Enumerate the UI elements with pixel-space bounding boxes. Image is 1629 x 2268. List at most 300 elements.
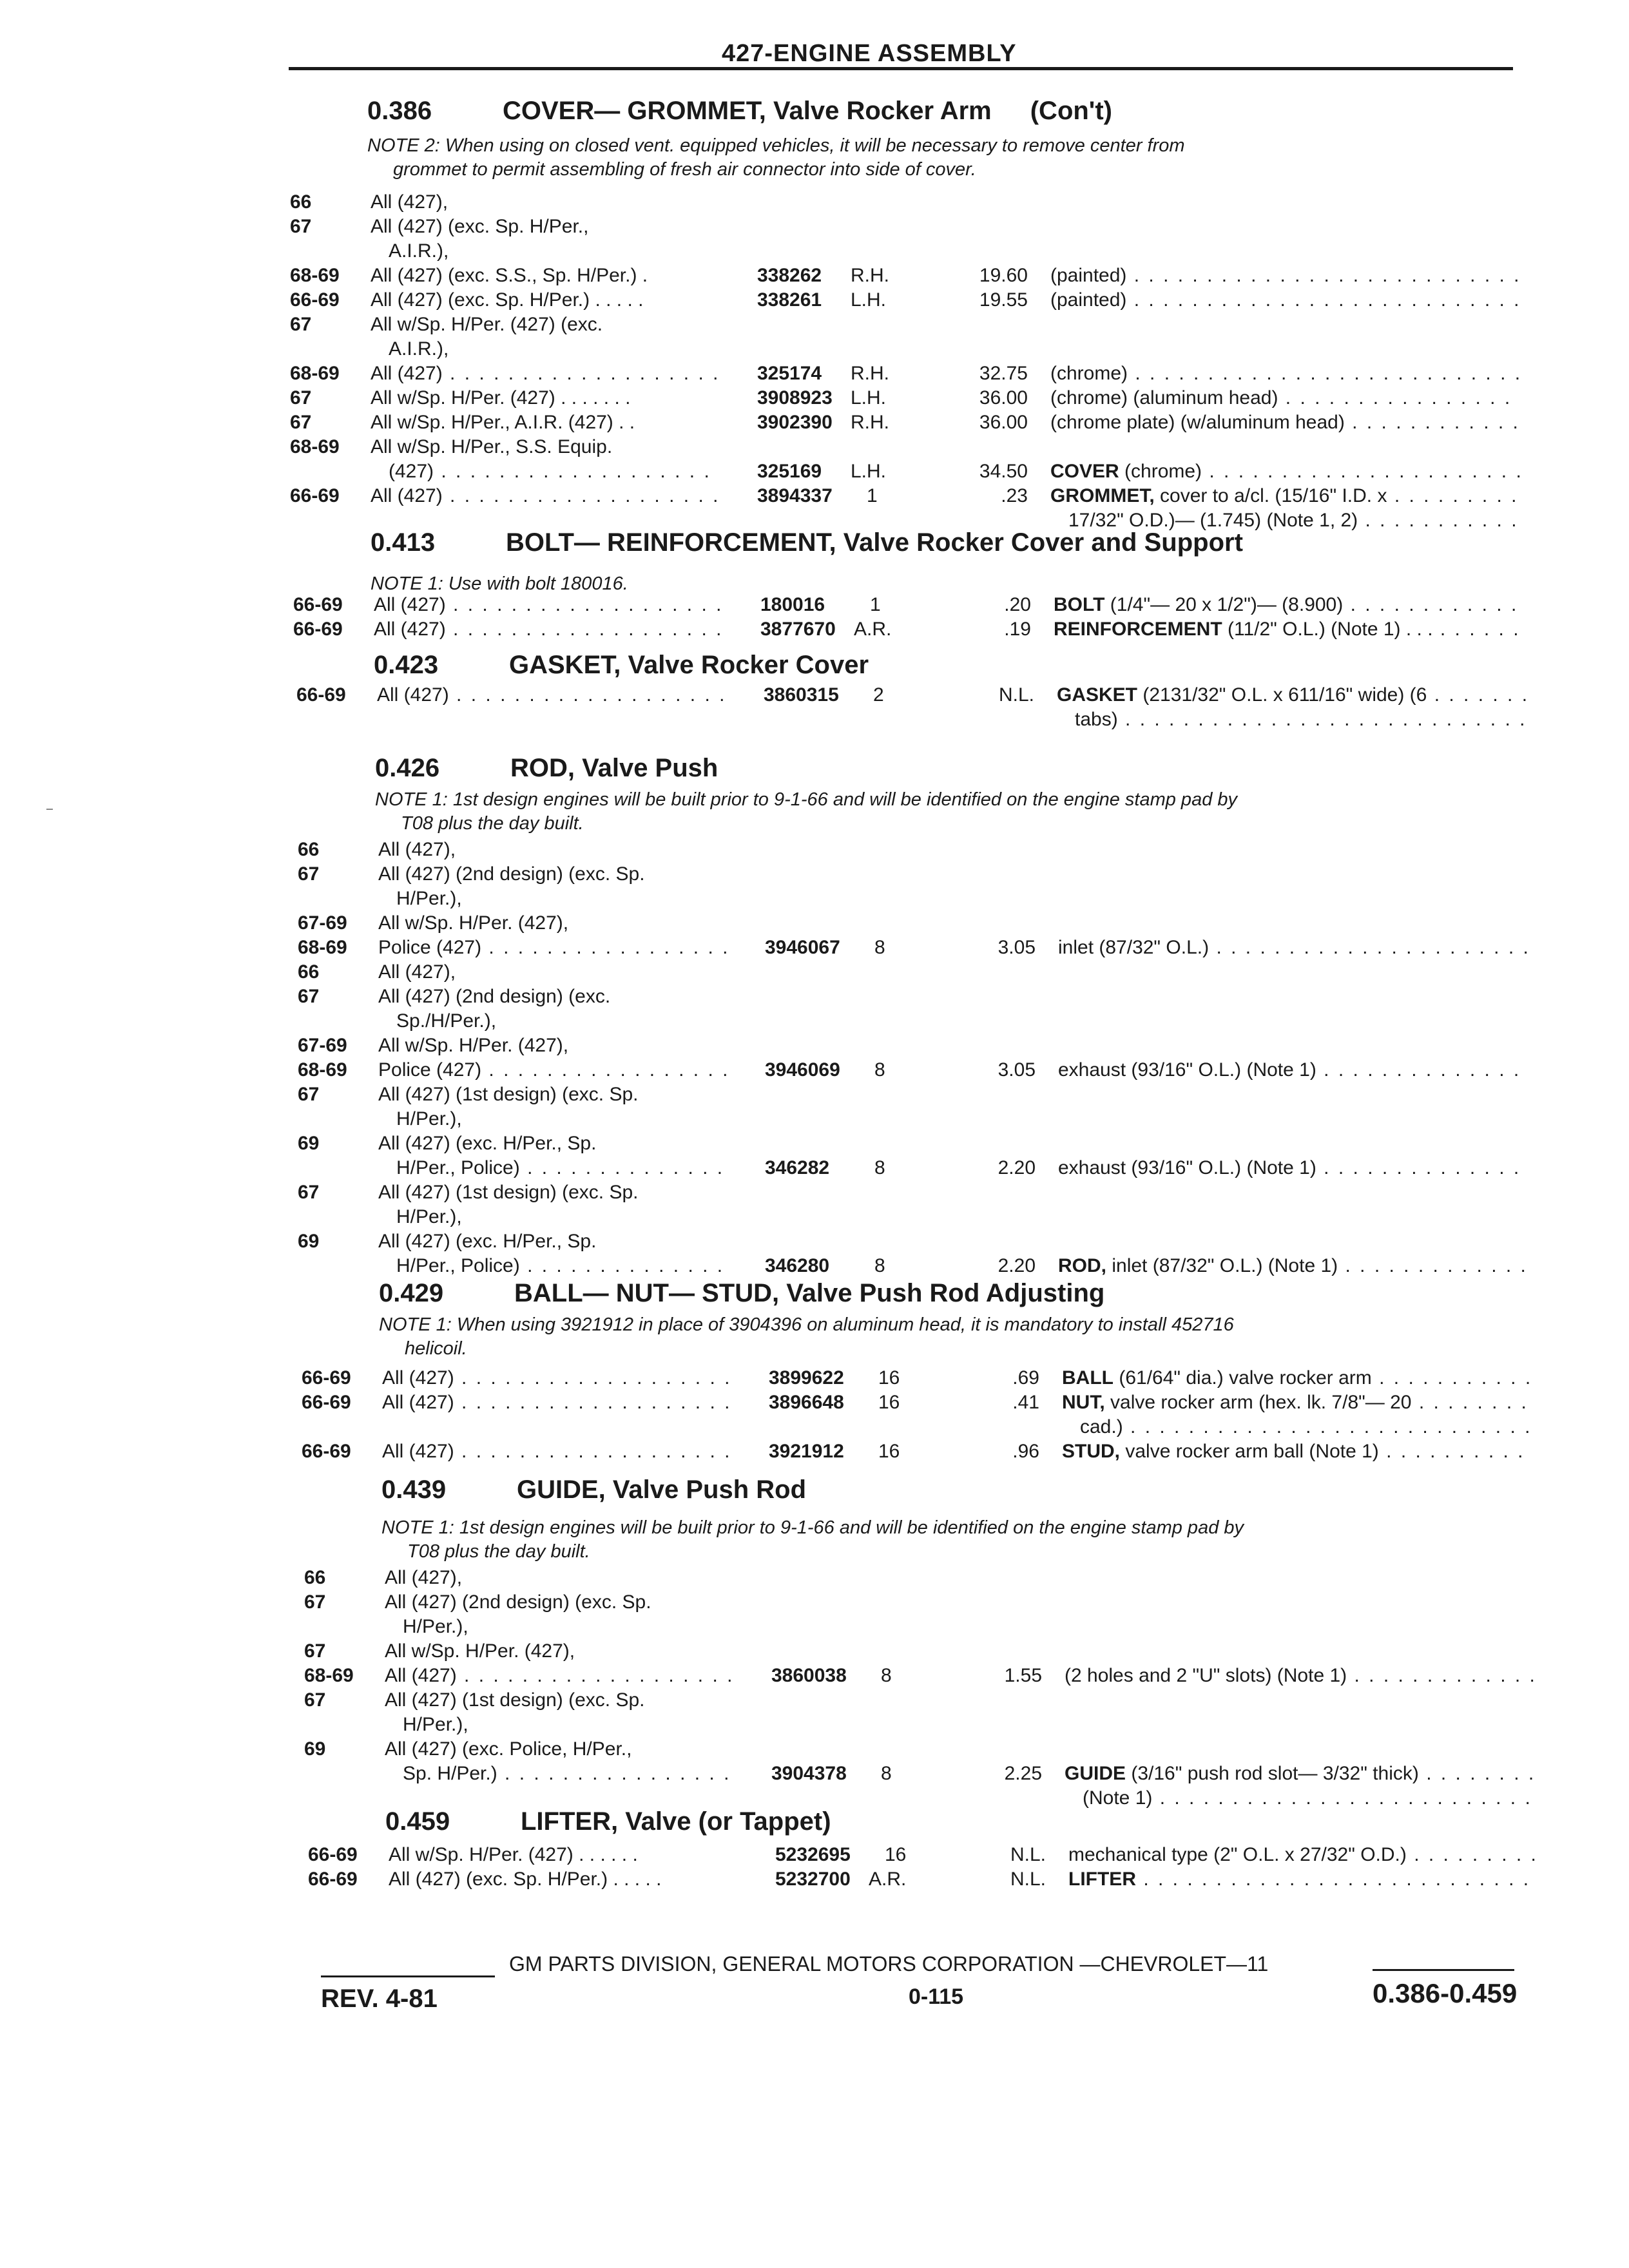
footer-publisher: GM PARTS DIVISION, GENERAL MOTORS CORPORATION —CHEVROLET—11 <box>509 1952 1269 1975</box>
part-number: 346282 <box>765 1157 830 1178</box>
part-row <box>304 1762 1561 1786</box>
quantity: 8 <box>881 1763 892 1784</box>
footer-rule-right <box>1373 1969 1514 1971</box>
model-year: 67 <box>298 1182 320 1203</box>
part-row <box>290 361 1547 386</box>
model-year: 66-69 <box>302 1392 351 1413</box>
description-text: (1/4"— 20 x 1/2")— (8.900) <box>1110 594 1344 615</box>
part-description <box>1057 683 1527 707</box>
part-name: GROMMET, <box>1050 485 1155 506</box>
part-name: GASKET <box>1057 684 1138 706</box>
application-text: All w/Sp. H/Per. (427) . . . . . . . <box>371 387 631 408</box>
section-heading <box>381 1475 806 1504</box>
part-row <box>290 459 1547 484</box>
description-text: (61/64" dia.) valve rocker arm <box>1119 1367 1372 1389</box>
application-text: A.I.R.), <box>389 240 449 262</box>
part-description <box>1058 1156 1528 1180</box>
part-name: NUT, <box>1062 1392 1105 1413</box>
part-row <box>298 887 1554 911</box>
application-text: Police (427) . . . <box>378 936 726 960</box>
section-heading <box>379 1279 1104 1308</box>
part-description <box>1058 936 1528 960</box>
application-text: A.I.R.), <box>389 338 449 360</box>
side-code: L.H. <box>851 461 887 482</box>
part-row <box>298 1229 1554 1254</box>
section-number: 0.426 <box>375 754 440 782</box>
application-text: All (427) . . . <box>374 593 722 617</box>
application-text: All (427) . . . <box>382 1439 730 1464</box>
price: 2.25 <box>1004 1763 1042 1784</box>
part-description <box>1050 410 1521 435</box>
quantity: 16 <box>878 1392 900 1413</box>
part-row <box>290 312 1547 337</box>
part-row <box>304 1737 1561 1762</box>
price: 2.20 <box>998 1255 1036 1276</box>
model-year: 67-69 <box>298 1035 347 1056</box>
part-row <box>304 1615 1561 1639</box>
section-note <box>379 1314 1234 1360</box>
price: 36.00 <box>979 412 1028 433</box>
quantity: 2 <box>873 684 884 706</box>
application-text: All (427) . . . <box>382 1390 730 1415</box>
side-code: R.H. <box>851 265 889 286</box>
quantity: 16 <box>885 1844 907 1865</box>
part-description <box>1050 459 1521 484</box>
price: 32.75 <box>979 363 1028 384</box>
part-row <box>298 911 1554 936</box>
application-text: All w/Sp. H/Per., S.S. Equip. <box>371 436 613 457</box>
model-year: 69 <box>298 1231 320 1252</box>
description-text: cad.) <box>1080 1416 1123 1437</box>
price: .19 <box>1004 619 1031 640</box>
application-text: H/Per.), <box>403 1714 468 1735</box>
part-row <box>298 1082 1554 1107</box>
application-text: All w/Sp. H/Per. (427) (exc. <box>371 314 603 335</box>
application-text: All w/Sp. H/Per. (427), <box>378 1035 569 1056</box>
application-text: All (427) (exc. Sp. H/Per., <box>371 216 589 237</box>
application-text: All (427) . . . <box>374 617 722 642</box>
model-year: 67 <box>290 216 312 237</box>
price: 3.05 <box>998 937 1036 958</box>
application-text: All (427) (1st design) (exc. Sp. <box>378 1084 639 1105</box>
application-text: All (427) . . . <box>385 1664 733 1688</box>
part-row <box>293 617 1550 642</box>
part-number: 5232695 <box>775 1844 851 1865</box>
model-year: 67 <box>290 412 312 433</box>
price: N.L. <box>1010 1869 1046 1890</box>
part-description <box>1050 264 1521 288</box>
part-number: 346280 <box>765 1255 830 1276</box>
price: .69 <box>1012 1367 1039 1389</box>
note-text-continued: T08 plus the day built. <box>407 1541 590 1562</box>
footer-rule-left <box>321 1975 495 1977</box>
model-year: 69 <box>298 1133 320 1154</box>
section-heading <box>375 754 718 783</box>
part-number: 3877670 <box>760 619 836 640</box>
section-heading <box>371 528 1243 557</box>
application-text: All (427) (1st design) (exc. Sp. <box>385 1689 645 1711</box>
quantity: 8 <box>874 1255 885 1276</box>
part-row <box>304 1664 1561 1688</box>
section-title: ROD, Valve Push <box>510 754 718 782</box>
part-name: STUD, <box>1062 1441 1120 1462</box>
part-number: 3908923 <box>757 387 833 408</box>
part-description <box>1058 1254 1528 1278</box>
price: 34.50 <box>979 461 1028 482</box>
model-year: 68-69 <box>290 436 340 457</box>
application-text: All w/Sp. H/Per., A.I.R. (427) . . <box>371 412 635 433</box>
description-text: (chrome) <box>1050 363 1128 384</box>
part-row <box>298 960 1554 985</box>
application-text: Police (427) . . . <box>378 1058 726 1082</box>
part-row <box>298 936 1554 960</box>
price: .96 <box>1012 1441 1039 1462</box>
part-number: 3860038 <box>771 1665 847 1686</box>
section-title-suffix: (Con't) <box>1030 97 1112 125</box>
note-text-continued: helicoil. <box>405 1338 467 1359</box>
application-text: All (427) (exc. S.S., Sp. H/Per.) . <box>371 265 648 286</box>
quantity: 16 <box>878 1367 900 1389</box>
part-description <box>1057 707 1527 732</box>
part-description <box>1065 1786 1535 1811</box>
part-name: GUIDE <box>1065 1763 1126 1784</box>
part-row <box>290 264 1547 288</box>
part-description <box>1050 386 1521 410</box>
description-text: valve rocker arm ball (Note 1) <box>1125 1441 1379 1462</box>
model-year: 67 <box>304 1640 326 1662</box>
application-text: (427) . . . <box>371 459 718 484</box>
part-row <box>290 190 1547 215</box>
part-row <box>302 1390 1558 1415</box>
application-text: All (427) (exc. Police, H/Per., <box>385 1738 632 1760</box>
part-description <box>1058 1058 1528 1082</box>
model-year: 66-69 <box>308 1869 358 1890</box>
quantity: 8 <box>881 1665 892 1686</box>
part-row <box>290 386 1547 410</box>
side-code: L.H. <box>851 387 887 408</box>
part-name: BALL <box>1062 1367 1113 1389</box>
section-number: 0.439 <box>381 1475 447 1504</box>
section-number: 0.413 <box>371 528 436 557</box>
application-text: All (427) . . . <box>371 484 718 508</box>
part-row <box>290 484 1547 508</box>
section-title: BALL— NUT— STUD, Valve Push Rod Adjusting <box>514 1279 1105 1307</box>
part-number: 3899622 <box>769 1367 844 1389</box>
application-text: All (427), <box>378 839 456 860</box>
application-text: H/Per.), <box>396 1206 462 1227</box>
quantity: 16 <box>878 1441 900 1462</box>
description-text: valve rocker arm (hex. lk. 7/8"— 20 <box>1110 1392 1412 1413</box>
section-note <box>371 573 628 595</box>
section-title: COVER— GROMMET, Valve Rocker Arm <box>503 97 992 125</box>
part-row <box>298 1156 1554 1180</box>
part-number: 5232700 <box>775 1869 851 1890</box>
section-number: 0.386 <box>367 97 432 125</box>
description-text: inlet (87/32" O.L.) <box>1058 937 1210 958</box>
application-text: All w/Sp. H/Per. (427) . . . . . . <box>389 1844 638 1865</box>
description-text: (2131/32" O.L. x 611/16" wide) (6 <box>1142 684 1427 706</box>
part-number: 325169 <box>757 461 822 482</box>
margin-mark <box>46 809 53 810</box>
application-text: All w/Sp. H/Per. (427), <box>385 1640 575 1662</box>
part-description <box>1050 361 1521 386</box>
page-title: 427-ENGINE ASSEMBLY <box>722 40 1017 67</box>
description-text: exhaust (93/16" O.L.) (Note 1) <box>1058 1157 1316 1178</box>
model-year: 67 <box>298 986 320 1007</box>
model-year: 66-69 <box>302 1441 351 1462</box>
application-text: All (427) (1st design) (exc. Sp. <box>378 1182 639 1203</box>
part-row <box>298 862 1554 887</box>
application-text: All (427) (2nd design) (exc. <box>378 986 611 1007</box>
part-row <box>298 1205 1554 1229</box>
part-row <box>298 1033 1554 1058</box>
part-row <box>290 239 1547 264</box>
part-row <box>304 1590 1561 1615</box>
part-row <box>308 1867 1565 1892</box>
model-year: 66 <box>298 961 320 983</box>
application-text: All (427) . . . <box>371 361 718 386</box>
part-number: 3921912 <box>769 1441 844 1462</box>
model-year: 68-69 <box>290 265 340 286</box>
part-description <box>1062 1439 1532 1464</box>
section-title: BOLT— REINFORCEMENT, Valve Rocker Cover and Support <box>506 528 1243 557</box>
model-year: 66 <box>290 191 312 213</box>
part-row <box>302 1439 1558 1464</box>
application-text: All (427) . . . <box>382 1366 730 1390</box>
description-text: (3/16" push rod slot— 3/32" thick) <box>1131 1763 1419 1784</box>
model-year: 67 <box>304 1689 326 1711</box>
note-text: NOTE 1: 1st design engines will be built prior to 9-1-66 and will be identified on the engine stamp pad by <box>375 789 1238 810</box>
model-year: 67 <box>298 1084 320 1105</box>
part-row <box>298 1009 1554 1033</box>
part-name: LIFTER <box>1068 1869 1136 1890</box>
part-description <box>1050 484 1521 508</box>
part-number: 3860315 <box>764 684 839 706</box>
side-code: R.H. <box>851 412 889 433</box>
model-year: 66 <box>304 1567 326 1588</box>
price: 36.00 <box>979 387 1028 408</box>
quantity: 8 <box>874 1157 885 1178</box>
section-note <box>367 135 1185 180</box>
section-heading <box>367 97 1112 126</box>
part-description <box>1062 1366 1532 1390</box>
section-heading <box>374 651 869 680</box>
section-title: LIFTER, Valve (or Tappet) <box>521 1807 831 1836</box>
part-row <box>290 288 1547 312</box>
side-code: L.H. <box>851 289 887 311</box>
part-row <box>298 1131 1554 1156</box>
note-text: NOTE 1: When using 3921912 in place of 3904396 on aluminum head, it is mandatory to install 452716 <box>379 1314 1234 1335</box>
part-number: 180016 <box>760 594 825 615</box>
model-year: 67 <box>304 1591 326 1613</box>
part-row <box>296 683 1553 707</box>
model-year: 66 <box>298 839 320 860</box>
application-text: All (427), <box>385 1567 463 1588</box>
price: 1.55 <box>1004 1665 1042 1686</box>
part-number: 3946067 <box>765 937 840 958</box>
application-text: All (427) (exc. Sp. H/Per.) . . . . . <box>389 1869 662 1890</box>
part-row <box>298 1180 1554 1205</box>
part-row <box>298 1058 1554 1082</box>
part-row <box>298 1107 1554 1131</box>
revision-label: REV. 4-81 <box>321 1984 438 2013</box>
note-text: NOTE 2: When using on closed vent. equipped vehicles, it will be necessary to remove center from <box>367 135 1185 156</box>
part-number: 3896648 <box>769 1392 844 1413</box>
description-text: inlet (87/32" O.L.) (Note 1) <box>1112 1255 1338 1276</box>
application-text: H/Per.), <box>396 888 462 909</box>
model-year: 67 <box>290 314 312 335</box>
section-range: 0.386-0.459 <box>1373 1978 1518 2008</box>
price: .20 <box>1004 594 1031 615</box>
application-text: H/Per.), <box>396 1108 462 1129</box>
model-year: 68-69 <box>290 363 340 384</box>
part-row <box>296 707 1553 732</box>
model-year: 68-69 <box>298 1059 347 1081</box>
model-year: 67 <box>290 387 312 408</box>
application-text: Sp. H/Per.) . . . <box>385 1762 733 1786</box>
part-number: 338262 <box>757 265 822 286</box>
application-text: All (427), <box>371 191 448 213</box>
part-row <box>298 838 1554 862</box>
part-row <box>298 1254 1554 1278</box>
description-text: (2 holes and 2 "U" slots) (Note 1) <box>1065 1665 1347 1686</box>
part-row <box>304 1639 1561 1664</box>
model-year: 68-69 <box>304 1665 354 1686</box>
description-text: (painted) <box>1050 289 1127 311</box>
application-text: All (427), <box>378 961 456 983</box>
application-text: All (427) (2nd design) (exc. Sp. <box>385 1591 651 1613</box>
description-text: (chrome plate) (w/aluminum head) <box>1050 412 1345 433</box>
model-year: 66-69 <box>290 289 340 311</box>
model-year: 69 <box>304 1738 326 1760</box>
part-row <box>293 593 1550 617</box>
part-row <box>298 985 1554 1009</box>
page-number: 0-115 <box>909 1984 964 2009</box>
part-row <box>304 1713 1561 1737</box>
part-description <box>1068 1867 1539 1892</box>
price: 19.55 <box>979 289 1028 311</box>
note-text: NOTE 1: Use with bolt 180016. <box>371 573 628 594</box>
model-year: 66-69 <box>293 619 343 640</box>
part-row <box>304 1566 1561 1590</box>
section-number: 0.423 <box>374 651 439 679</box>
header-rule <box>289 67 1513 70</box>
part-description <box>1054 593 1524 617</box>
price: N.L. <box>998 684 1034 706</box>
section-number: 0.459 <box>385 1807 450 1836</box>
application-text: All (427) (exc. Sp. H/Per.) . . . . . <box>371 289 644 311</box>
price: 2.20 <box>998 1157 1036 1178</box>
side-code: R.H. <box>851 363 889 384</box>
part-description <box>1062 1390 1532 1415</box>
description-text: (painted) <box>1050 265 1127 286</box>
description-text: (chrome) <box>1124 461 1202 482</box>
part-description <box>1065 1664 1535 1688</box>
part-row <box>290 410 1547 435</box>
side-code: A.R. <box>869 1869 907 1890</box>
application-text: H/Per., Police) . . . <box>378 1254 726 1278</box>
section-note <box>381 1517 1244 1562</box>
part-name: REINFORCEMENT <box>1054 619 1222 640</box>
price: N.L. <box>1010 1844 1046 1865</box>
application-text: All (427) (exc. H/Per., Sp. <box>378 1133 597 1154</box>
part-row <box>302 1415 1558 1439</box>
model-year: 66-69 <box>293 594 343 615</box>
note-text-continued: grommet to permit assembling of fresh air connector into side of cover. <box>393 159 976 180</box>
part-description <box>1054 617 1524 642</box>
price: 19.60 <box>979 265 1028 286</box>
model-year: 66-69 <box>302 1367 351 1389</box>
quantity: 1 <box>867 485 878 506</box>
model-year: 66-69 <box>308 1844 358 1865</box>
description-text: (chrome) (aluminum head) <box>1050 387 1278 408</box>
description-text: mechanical type (2" O.L. x 27/32" O.D.) <box>1068 1844 1407 1865</box>
price: 3.05 <box>998 1059 1036 1081</box>
model-year: 67 <box>298 863 320 885</box>
section-note <box>375 789 1237 834</box>
part-number: 325174 <box>757 363 822 384</box>
description-text: 17/32" O.D.)— (1.745) (Note 1, 2) <box>1068 510 1358 531</box>
part-row <box>304 1688 1561 1713</box>
application-text: H/Per.), <box>403 1616 468 1637</box>
price: .23 <box>1001 485 1028 506</box>
application-text: All w/Sp. H/Per. (427), <box>378 912 569 934</box>
application-text: Sp./H/Per.), <box>396 1010 497 1032</box>
model-year: 68-69 <box>298 937 347 958</box>
part-row <box>290 215 1547 239</box>
quantity: 8 <box>874 937 885 958</box>
section-number: 0.429 <box>379 1279 444 1307</box>
part-description <box>1068 1843 1539 1867</box>
model-year: 67-69 <box>298 912 347 934</box>
part-number: 338261 <box>757 289 822 311</box>
model-year: 66-69 <box>296 684 346 706</box>
part-row <box>290 435 1547 459</box>
quantity: 8 <box>874 1059 885 1081</box>
section-title: GUIDE, Valve Push Rod <box>517 1475 807 1504</box>
part-number: 3894337 <box>757 485 833 506</box>
description-text: tabs) <box>1075 709 1118 730</box>
part-number: 3902390 <box>757 412 833 433</box>
description-text: (11/2" O.L.) (Note 1) . . . <box>1228 619 1433 640</box>
part-description <box>1062 1415 1532 1439</box>
quantity: 1 <box>870 594 881 615</box>
section-heading <box>385 1807 831 1836</box>
section-title: GASKET, Valve Rocker Cover <box>509 651 869 679</box>
side-code: A.R. <box>854 619 892 640</box>
model-year: 66-69 <box>290 485 340 506</box>
application-text: All (427) . . . <box>377 683 725 707</box>
part-description <box>1050 288 1521 312</box>
application-text: All (427) (exc. H/Per., Sp. <box>378 1231 597 1252</box>
description-text: (Note 1) <box>1083 1787 1153 1809</box>
note-text-continued: T08 plus the day built. <box>401 813 584 834</box>
part-number: 3946069 <box>765 1059 840 1081</box>
part-name: ROD, <box>1058 1255 1106 1276</box>
price: .41 <box>1012 1392 1039 1413</box>
part-row <box>308 1843 1565 1867</box>
application-text: H/Per., Police) . . . <box>378 1156 726 1180</box>
application-text: All (427) (2nd design) (exc. Sp. <box>378 863 645 885</box>
description-text: cover to a/cl. (15/16" I.D. x <box>1160 485 1387 506</box>
part-description <box>1065 1762 1535 1786</box>
part-name: BOLT <box>1054 594 1105 615</box>
note-text: NOTE 1: 1st design engines will be built prior to 9-1-66 and will be identified on the engine stamp pad by <box>381 1517 1244 1538</box>
part-row <box>302 1366 1558 1390</box>
part-row <box>290 337 1547 361</box>
part-number: 3904378 <box>771 1763 847 1784</box>
part-name: COVER <box>1050 461 1119 482</box>
